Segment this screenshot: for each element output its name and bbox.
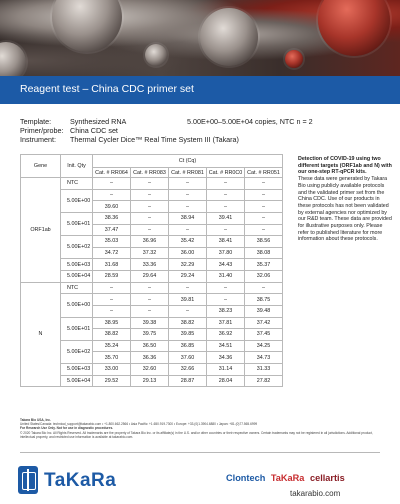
header-cat: Cat. # RR0C0 — [207, 168, 245, 178]
clontech-logo: Clontech — [226, 473, 266, 483]
ct-value-cell: 33.36 — [131, 259, 169, 271]
table-header-row — [21, 155, 283, 168]
ct-value-cell: – — [207, 178, 245, 190]
ct-value-cell: – — [131, 212, 169, 224]
brand-logos — [226, 473, 345, 483]
ct-value-cell: – — [169, 305, 207, 317]
ct-value-cell: 36.00 — [169, 247, 207, 259]
ct-value-cell: – — [207, 294, 245, 306]
ct-value-cell: 37.47 — [93, 224, 131, 236]
ct-value-cell: 36.92 — [207, 329, 245, 341]
ct-value-cell: 35.03 — [93, 236, 131, 248]
ct-value-cell: 37.80 — [207, 247, 245, 259]
ct-value-cell: 39.41 — [207, 212, 245, 224]
ct-value-cell: – — [245, 212, 283, 224]
copyright-notice: © 2020 Takara Bio Inc. All Rights Reserved. All trademarks are the property of Takara Bio Inc. or its affiliate(s) in the U.S. and/or other countries or their respective owners. Certain trademarks may not be registered in all jurisdictions. Additional product, intellectual property, and restricted use information is available at takarabio.com. — [20, 430, 373, 439]
ct-value-cell: 37.45 — [245, 329, 283, 341]
ct-value-cell: – — [131, 305, 169, 317]
table-row — [21, 236, 283, 248]
ct-value-cell: – — [245, 189, 283, 201]
table-row — [21, 317, 283, 329]
qty-cell: 5.00E+03 — [61, 364, 93, 376]
ct-value-cell: – — [93, 282, 131, 294]
ct-value-cell: – — [169, 201, 207, 213]
takara-logo: TaKaRa — [44, 470, 117, 491]
header-cat: Cat. # RR051 — [245, 168, 283, 178]
description-panel — [298, 156, 393, 243]
ct-value-cell: 38.82 — [93, 329, 131, 341]
company-name: Takara Bio USA, Inc. — [20, 418, 51, 422]
virus-particle — [318, 0, 390, 56]
virus-particle — [285, 50, 303, 68]
qty-cell: 5.00E+02 — [61, 340, 93, 363]
ct-value-cell: 35.70 — [93, 352, 131, 364]
ct-value-cell: – — [245, 282, 283, 294]
ct-value-cell: 33.00 — [93, 364, 131, 376]
ct-value-cell: 39.38 — [131, 317, 169, 329]
ct-value-cell: – — [245, 178, 283, 190]
qty-cell: NTC — [61, 282, 93, 294]
ct-value-cell: – — [131, 189, 169, 201]
ct-results-table — [20, 154, 283, 387]
ct-value-cell: – — [169, 282, 207, 294]
ct-value-cell: 39.81 — [169, 294, 207, 306]
virus-particle — [145, 44, 167, 66]
ct-value-cell: 39.85 — [169, 329, 207, 341]
description-body: These data were generated by Takara Bio using publicly available protocols and the validated primer set from the China CDC. Use of our products in these protocols has not been validated by external agencies nor optimized by our R&D team. These data are provided for illustrative purposes only. Please refer to published literature for more information about these protocols. — [298, 176, 392, 243]
ct-value-cell: 31.68 — [93, 259, 131, 271]
ct-value-cell: 34.36 — [207, 352, 245, 364]
gene-cell: ORF1ab — [21, 178, 61, 283]
ct-value-cell: 36.50 — [131, 340, 169, 352]
ct-value-cell: 37.42 — [245, 317, 283, 329]
meta-value: Synthesized RNA — [70, 117, 127, 126]
header-cat: Cat. # RR064 — [93, 168, 131, 178]
description-headline: Detection of COVID-19 using two different targets (ORF1ab and N) with our one-step RT-qPCR kits. — [298, 156, 392, 176]
meta-key: Primer/probe: — [20, 125, 64, 135]
meta-value: China CDC set — [70, 125, 118, 135]
title-banner — [0, 76, 400, 104]
ct-value-cell: – — [131, 178, 169, 190]
meta-row-instrument — [20, 136, 380, 145]
ct-value-cell: 35.42 — [169, 236, 207, 248]
ct-value-cell: 32.06 — [245, 271, 283, 283]
ct-value-cell: 36.36 — [131, 352, 169, 364]
ct-value-cell: 38.82 — [169, 317, 207, 329]
ct-value-cell: – — [245, 224, 283, 236]
ct-value-cell: 38.41 — [207, 236, 245, 248]
ct-value-cell: 38.95 — [93, 317, 131, 329]
table-row — [21, 212, 283, 224]
ct-value-cell: 38.94 — [169, 212, 207, 224]
ct-value-cell: 34.43 — [207, 259, 245, 271]
ct-value-cell: – — [245, 201, 283, 213]
qty-cell: NTC — [61, 178, 93, 190]
qty-cell: 5.00E+04 — [61, 375, 93, 387]
qty-cell: 5.00E+04 — [61, 271, 93, 283]
ct-value-cell: – — [207, 189, 245, 201]
meta-value: Thermal Cycler Dice™ Real Time System III (Takara) — [70, 134, 239, 144]
qty-cell: 5.00E+01 — [61, 212, 93, 235]
table-row — [21, 375, 283, 387]
ct-value-cell: 29.64 — [131, 271, 169, 283]
table-row — [21, 340, 283, 352]
ct-value-cell: 29.52 — [93, 375, 131, 387]
ct-value-cell: – — [207, 224, 245, 236]
ct-value-cell: – — [93, 178, 131, 190]
ct-value-cell: – — [207, 282, 245, 294]
meta-value-detail: 5.00E+00–5.00E+04 copies, NTC n = 2 — [187, 117, 313, 126]
ct-value-cell: 37.60 — [169, 352, 207, 364]
header-gene: Gene — [21, 155, 61, 178]
ct-value-cell: – — [131, 201, 169, 213]
ct-value-cell: 28.87 — [169, 375, 207, 387]
ct-value-cell: 31.40 — [207, 271, 245, 283]
ct-value-cell: 37.32 — [131, 247, 169, 259]
ct-value-cell: – — [131, 224, 169, 236]
ct-value-cell: – — [93, 294, 131, 306]
ct-value-cell: 32.66 — [169, 364, 207, 376]
qty-cell: 5.00E+02 — [61, 236, 93, 259]
ct-value-cell: 32.29 — [169, 259, 207, 271]
ct-value-cell: 32.60 — [131, 364, 169, 376]
ct-value-cell: 38.36 — [93, 212, 131, 224]
ct-value-cell: 34.73 — [245, 352, 283, 364]
ct-value-cell: 34.51 — [207, 340, 245, 352]
header-cat: Cat. # RR081 — [169, 168, 207, 178]
virus-particle — [200, 8, 258, 66]
ct-value-cell: 29.24 — [169, 271, 207, 283]
qty-cell: 5.00E+00 — [61, 294, 93, 317]
ct-value-cell: 36.85 — [169, 340, 207, 352]
hero-image — [0, 0, 400, 76]
ct-value-cell: 35.37 — [245, 259, 283, 271]
ct-value-cell: 38.23 — [207, 305, 245, 317]
qty-cell: 5.00E+01 — [61, 317, 93, 340]
ct-value-cell: – — [169, 224, 207, 236]
header-ct: Ct (Cq) — [93, 155, 283, 168]
ct-value-cell: 27.82 — [245, 375, 283, 387]
table-row — [21, 282, 283, 294]
ct-value-cell: 31.33 — [245, 364, 283, 376]
contact-info: United States/Canada: technical_support@takarabio.com • +1.800.662.2566 • Asia Pacific: +1.650.919.7300 • Europe: +33.(0)1.3904.6880 • Japan: +81.(0)77.565.6999 — [20, 422, 258, 427]
table-row — [21, 271, 283, 283]
ct-value-cell: 29.13 — [131, 375, 169, 387]
table-row — [21, 189, 283, 201]
ct-value-cell: – — [169, 178, 207, 190]
takara-emblem-icon — [18, 466, 38, 494]
ct-value-cell: 35.24 — [93, 340, 131, 352]
ct-value-cell: – — [93, 189, 131, 201]
ct-value-cell: 38.08 — [245, 247, 283, 259]
legal-footer — [20, 418, 380, 439]
ct-value-cell: – — [131, 282, 169, 294]
ct-value-cell: – — [131, 294, 169, 306]
table-row — [21, 259, 283, 271]
cellartis-logo: cellartis — [309, 473, 345, 483]
ct-value-cell: 38.56 — [245, 236, 283, 248]
ct-value-cell: 28.04 — [207, 375, 245, 387]
virus-particle — [0, 42, 26, 76]
footer-divider — [20, 452, 380, 453]
table-row — [21, 364, 283, 376]
table-row — [21, 178, 283, 190]
ct-value-cell: 38.75 — [245, 294, 283, 306]
qty-cell: 5.00E+03 — [61, 259, 93, 271]
meta-key: Template: — [20, 117, 52, 126]
ct-value-cell: – — [169, 189, 207, 201]
ct-value-cell: 37.81 — [207, 317, 245, 329]
ct-value-cell: 31.14 — [207, 364, 245, 376]
ct-value-cell: 34.25 — [245, 340, 283, 352]
ct-value-cell: – — [207, 201, 245, 213]
ct-value-cell: – — [93, 305, 131, 317]
header-cat: Cat. # RR083 — [131, 168, 169, 178]
takara-logo-small: TaKaRa — [270, 473, 305, 483]
website-link[interactable]: takarabio.com — [290, 489, 341, 498]
gene-cell: N — [21, 282, 61, 387]
ct-value-cell: 36.96 — [131, 236, 169, 248]
ct-value-cell: 28.59 — [93, 271, 131, 283]
virus-particle — [52, 0, 122, 52]
page-title: Reagent test – China CDC primer set — [20, 83, 194, 95]
header-init-qty: Init. Qty — [61, 155, 93, 178]
ct-value-cell: 39.75 — [131, 329, 169, 341]
ct-value-cell: 34.72 — [93, 247, 131, 259]
qty-cell: 5.00E+00 — [61, 189, 93, 212]
research-use-notice: For Research Use Only. Not for use in diagnostic procedures. — [20, 426, 114, 431]
meta-key: Instrument: — [20, 134, 56, 144]
table-row — [21, 294, 283, 306]
experiment-metadata — [20, 118, 380, 144]
ct-value-cell: 39.60 — [93, 201, 131, 213]
ct-value-cell: 39.48 — [245, 305, 283, 317]
